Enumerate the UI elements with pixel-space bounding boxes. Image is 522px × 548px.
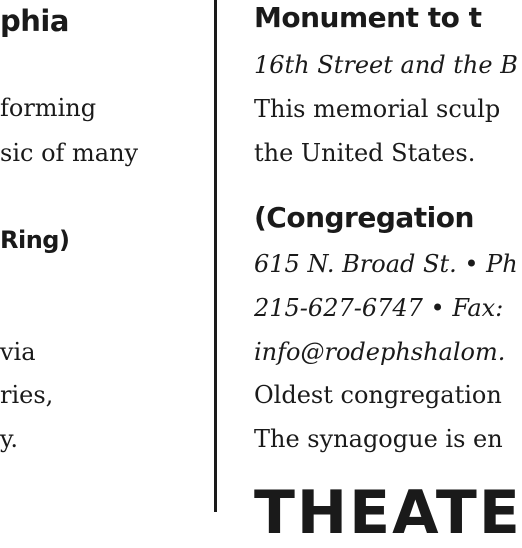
left-heading-1: phia — [0, 4, 69, 38]
left-text-line: ries, — [0, 381, 54, 409]
left-text-line: forming — [0, 94, 97, 122]
left-heading-2: Ring) — [0, 226, 70, 254]
right-column — [254, 0, 522, 548]
monument-address: 16th Street and the B — [254, 51, 518, 79]
congregation-address: 615 N. Broad St. • Ph — [254, 250, 518, 278]
monument-description-line: This memorial sculp — [254, 95, 501, 123]
congregation-phone: 215-627-6747 • Fax: — [254, 294, 504, 322]
left-text-line: y. — [0, 425, 18, 453]
monument-heading: Monument to t — [254, 1, 482, 34]
monument-description-line: the United States. — [254, 139, 476, 167]
left-column — [0, 0, 214, 512]
congregation-email[interactable]: info@rodephshalom. — [254, 338, 506, 366]
congregation-heading: (Congregation — [254, 201, 474, 234]
left-text-line: via — [0, 338, 36, 366]
column-divider — [214, 0, 217, 512]
left-text-line: sic of many — [0, 139, 139, 167]
congregation-description-line: The synagogue is en — [254, 425, 503, 453]
congregation-description-line: Oldest congregation — [254, 381, 502, 409]
section-heading: THEATE — [254, 478, 522, 548]
